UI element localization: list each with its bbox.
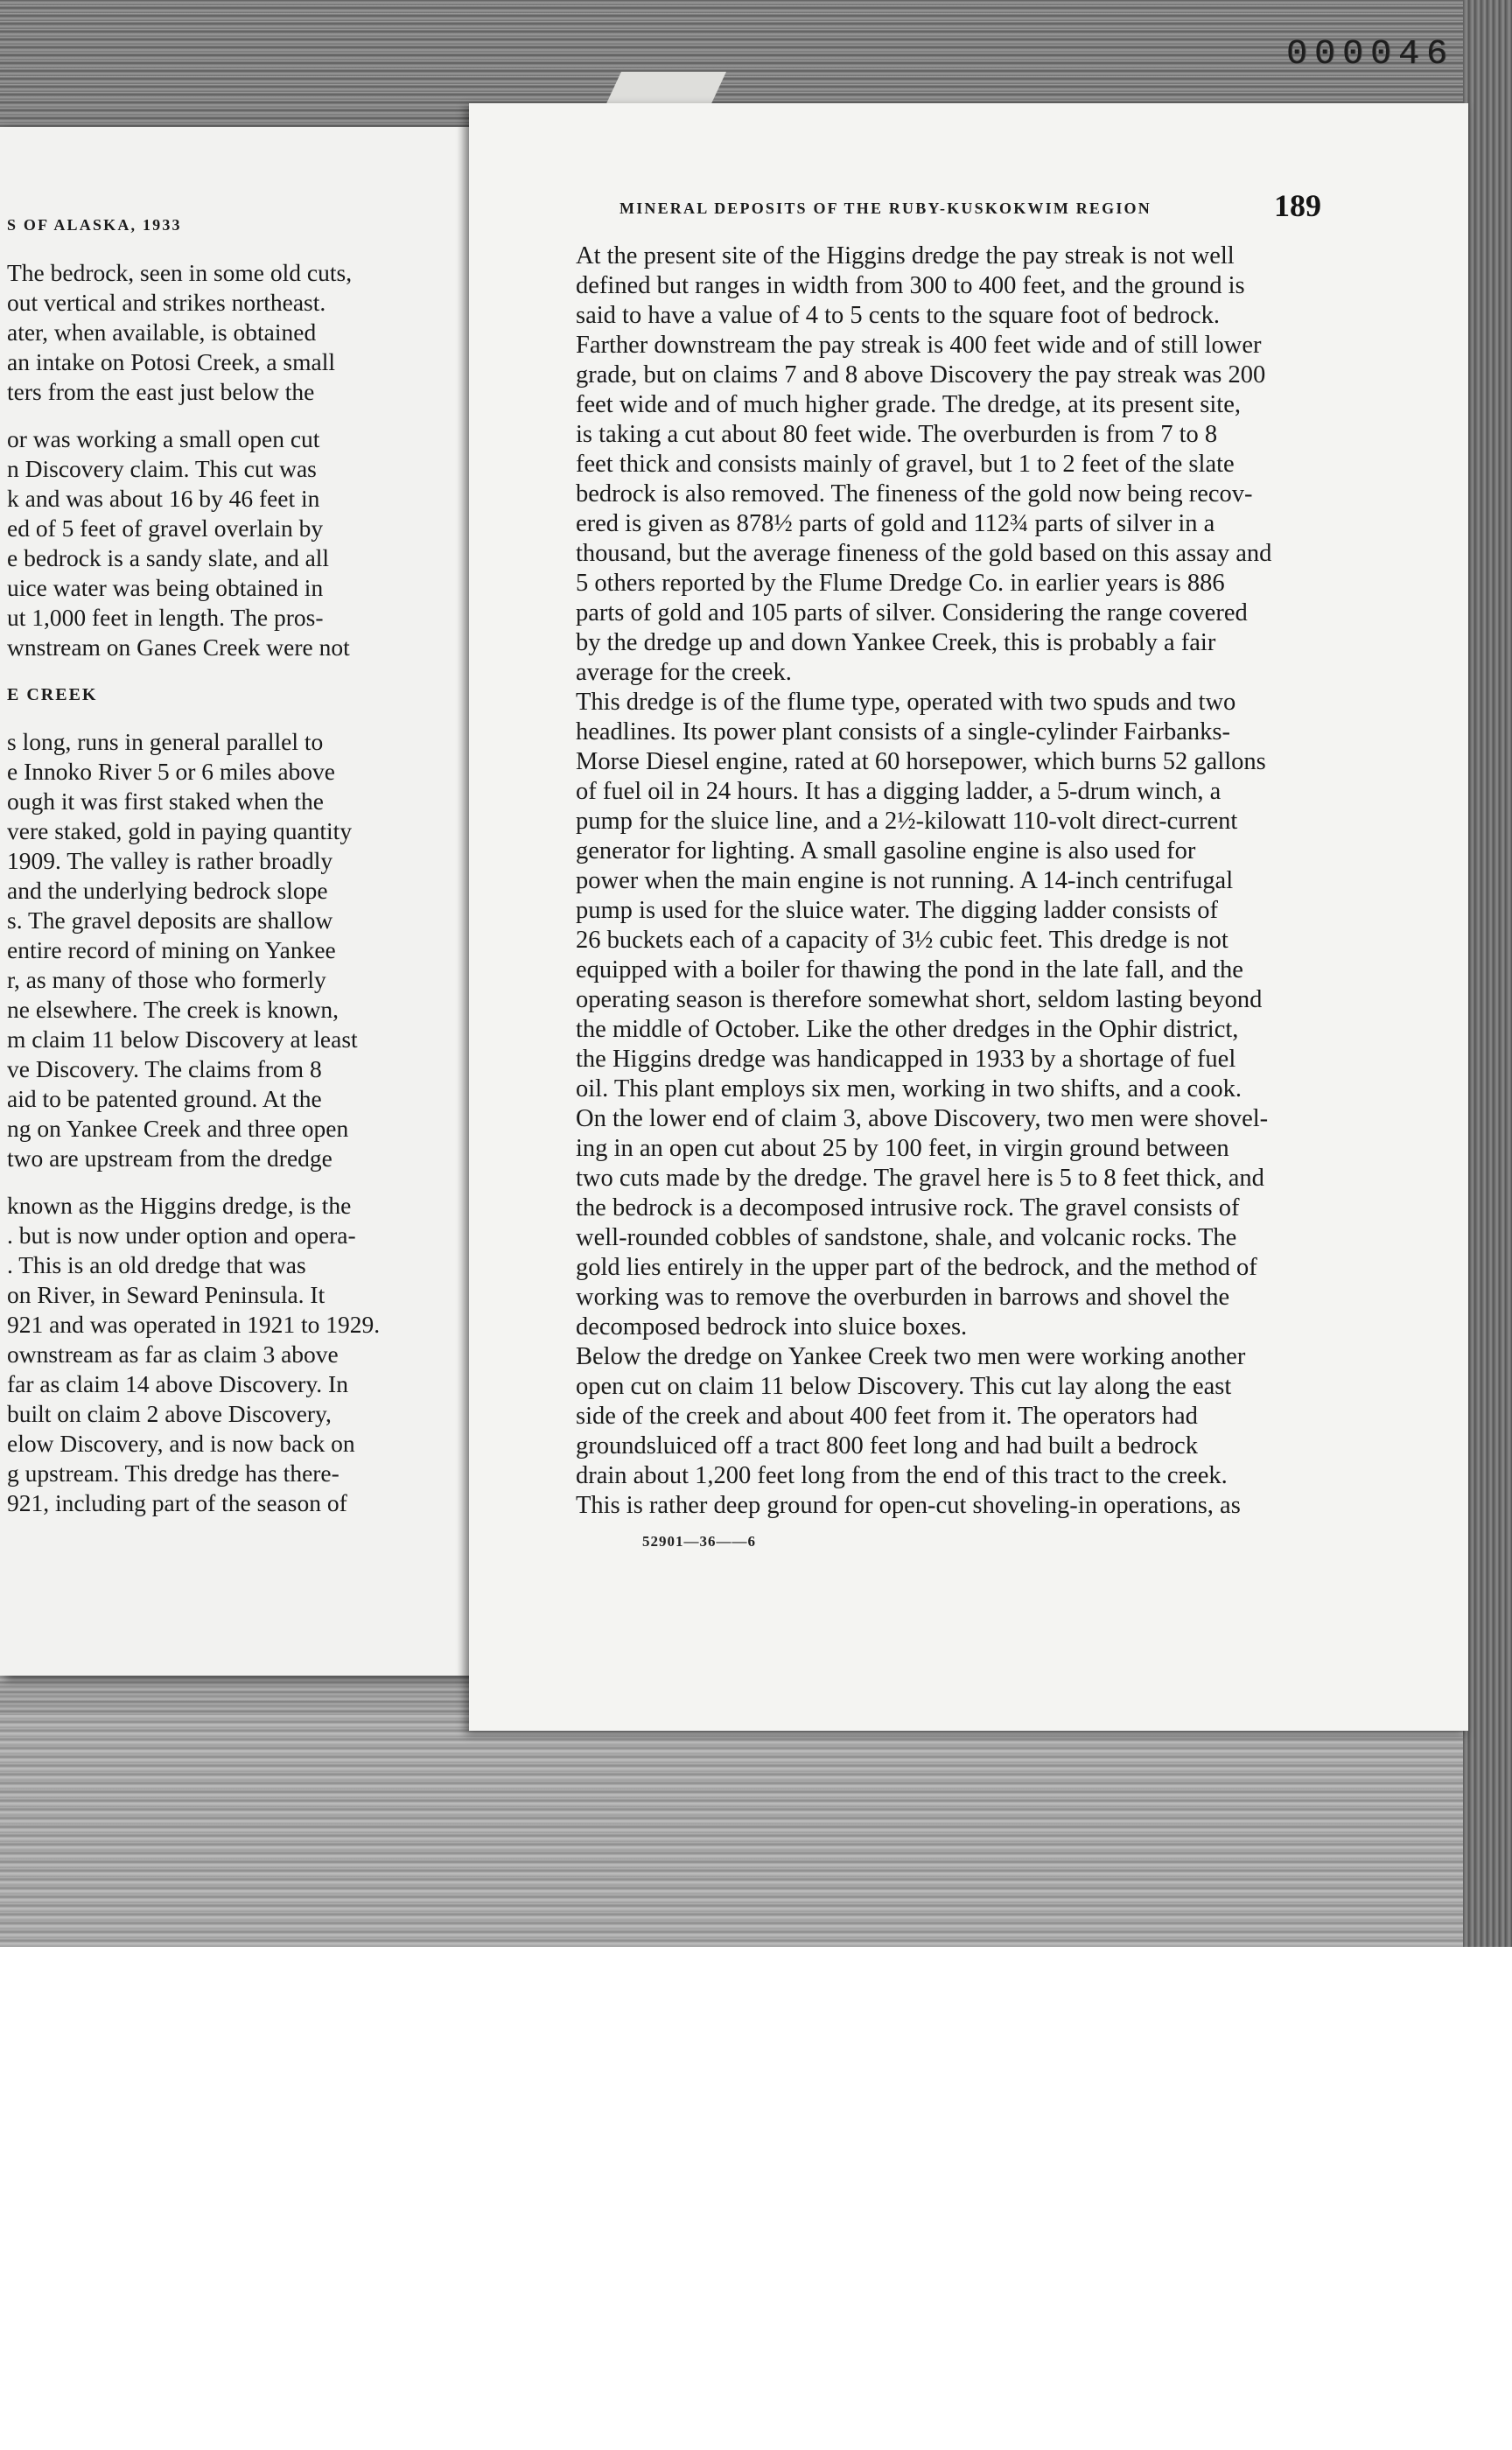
left-line: 921, including part of the season of [7,1489,347,1516]
right-line: working was to remove the overburden in barrows and shovel the [576,1284,1230,1311]
right-line: thousand, but the average fineness of the gold based on this assay and [576,540,1272,567]
right-line: side of the creek and about 400 feet from it. The operators had [576,1403,1198,1430]
right-line: ered is given as 878½ parts of gold and 112¾ parts of silver in a [576,510,1215,537]
left-page-text [7,258,444,1518]
left-line: ve Discovery. The claims from 8 [7,1055,322,1082]
right-page-text [576,242,1372,1521]
left-line: . but is now under option and opera- [7,1222,356,1249]
left-line: wnstream on Ganes Creek were not [7,634,350,661]
right-line: parts of gold and 105 parts of silver. Considering the range covered [576,599,1248,626]
right-line: 26 buckets each of a capacity of 3½ cubic feet. This dredge is not [576,927,1228,954]
right-line: power when the main engine is not running. A 14-inch centrifugal [576,867,1234,894]
left-line: far as claim 14 above Discovery. In [7,1370,348,1397]
left-line: The bedrock, seen in some old cuts, [7,259,353,286]
right-line: pump is used for the sluice water. The digging ladder consists of [576,897,1219,924]
right-line: feet thick and consists mainly of gravel, but 1 to 2 feet of the slate [576,451,1235,478]
right-line: well-rounded cobbles of sandstone, shale, and volcanic rocks. The [576,1224,1237,1251]
left-line: ng on Yankee Creek and three open [7,1115,349,1142]
right-line: by the dredge up and down Yankee Creek, this is probably a fair [576,629,1216,656]
section-caption: E CREEK [7,685,98,704]
left-running-head: S OF ALASKA, 1933 [7,216,182,234]
folio-signature: 52901—36——6 [642,1533,756,1550]
left-line: n Discovery claim. This cut was [7,455,317,482]
left-line: . This is an old dredge that was [7,1251,306,1278]
left-line: 1909. The valley is rather broadly [7,847,333,874]
page-number: 189 [1274,188,1321,223]
left-line: elow Discovery, and is now back on [7,1430,355,1457]
right-line: oil. This plant employs six men, working in two shifts, and a cook. [576,1075,1242,1102]
left-line: ownstream as far as claim 3 above [7,1340,339,1368]
left-line: 921 and was operated in 1921 to 1929. [7,1311,381,1338]
right-line: Farther downstream the pay streak is 400 feet wide and of still lower [576,332,1262,359]
right-line: pump for the sluice line, and a 2½-kilowatt 110-volt direct-current [576,808,1238,835]
left-line: entire record of mining on Yankee [7,936,336,963]
right-line: generator for lighting. A small gasoline engine is also used for [576,837,1196,864]
right-line: Morse Diesel engine, rated at 60 horsepower, which burns 52 gallons [576,748,1266,775]
left-line: ater, when available, is obtained [7,318,317,346]
right-line: said to have a value of 4 to 5 cents to the square foot of bedrock. [576,302,1221,329]
right-line: of fuel oil in 24 hours. It has a digging ladder, a 5-drum winch, a [576,778,1222,805]
left-line: uice water was being obtained in [7,574,324,601]
right-line: the middle of October. Like the other dredges in the Ophir district, [576,1016,1239,1043]
left-line: m claim 11 below Discovery at least [7,1026,358,1053]
right-line: equipped with a boiler for thawing the pond in the late fall, and the [576,956,1243,984]
right-line: defined but ranges in width from 300 to 400 feet, and the ground is [576,272,1245,299]
right-line: 5 others reported by the Flume Dredge Co. in earlier years is 886 [576,570,1225,597]
left-line: k and was about 16 by 46 feet in [7,485,320,512]
left-line: s long, runs in general parallel to [7,728,324,755]
left-line: ough it was first staked when the [7,788,325,815]
right-line: the Higgins dredge was handicapped in 1933 by a shortage of fuel [576,1046,1236,1073]
right-line: This is rather deep ground for open-cut shoveling-in operations, as [576,1492,1241,1519]
left-line: g upstream. This dredge has there- [7,1460,340,1487]
right-line: operating season is therefore somewhat short, seldom lasting beyond [576,986,1263,1013]
right-line: average for the creek. [576,659,792,686]
right-line: open cut on claim 11 below Discovery. This cut lay along the east [576,1373,1232,1400]
left-line: ut 1,000 feet in length. The pros- [7,604,324,631]
left-line: or was working a small open cut [7,425,320,452]
left-line: r, as many of those who formerly [7,966,326,993]
left-page [0,127,486,1676]
left-line: ne elsewhere. The creek is known, [7,996,339,1023]
left-line: ed of 5 feet of gravel overlain by [7,514,324,542]
left-line: built on claim 2 above Discovery, [7,1400,332,1427]
left-line: aid to be patented ground. At the [7,1085,322,1112]
right-line: headlines. Its power plant consists of a single-cylinder Fairbanks- [576,718,1230,746]
right-line: drain about 1,200 feet long from the end of this tract to the creek. [576,1462,1228,1489]
scan-bottom-band [0,1715,1512,1947]
right-line: decomposed bedrock into sluice boxes. [576,1313,968,1340]
right-line: groundsluiced off a tract 800 feet long and had built a bedrock [576,1432,1198,1460]
right-line: the bedrock is a decomposed intrusive rock. The gravel consists of [576,1194,1240,1222]
right-line: On the lower end of claim 3, above Discovery, two men were shovel- [576,1105,1269,1132]
left-line: ters from the east just below the [7,378,315,405]
left-line: and the underlying bedrock slope [7,877,328,904]
scan-right-edge [1463,0,1512,1947]
left-line: two are upstream from the dredge [7,1144,332,1172]
right-line: ing in an open cut about 25 by 100 feet, in virgin ground between [576,1135,1229,1162]
left-line: out vertical and strikes northeast. [7,289,326,316]
right-line: Below the dredge on Yankee Creek two men were working another [576,1343,1246,1370]
right-line: feet wide and of much higher grade. The dredge, at its present site, [576,391,1241,418]
right-page [469,103,1468,1731]
left-line: known as the Higgins dredge, is the [7,1192,352,1219]
right-line: This dredge is of the flume type, operated with two spuds and two [576,689,1236,716]
left-line: on River, in Seward Peninsula. It [7,1281,326,1308]
left-line: vere staked, gold in paying quantity [7,817,353,844]
right-line: two cuts made by the dredge. The gravel here is 5 to 8 feet thick, and [576,1165,1264,1192]
right-line: is taking a cut about 80 feet wide. The overburden is from 7 to 8 [576,421,1218,448]
left-line: e bedrock is a sandy slate, and all [7,544,330,571]
left-line: s. The gravel deposits are shallow [7,906,333,934]
right-line: At the present site of the Higgins dredge the pay streak is not well [576,242,1235,270]
right-line: gold lies entirely in the upper part of the bedrock, and the method of [576,1254,1257,1281]
left-line: an intake on Potosi Creek, a small [7,348,335,375]
document-stamp-number: 000046 [1286,35,1455,74]
left-line: e Innoko River 5 or 6 miles above [7,758,335,785]
right-running-head: MINERAL DEPOSITS OF THE RUBY-KUSKOKWIM REGION [620,200,1152,217]
right-line: bedrock is also removed. The fineness of the gold now being recov- [576,480,1253,508]
right-line: grade, but on claims 7 and 8 above Discovery the pay streak was 200 [576,361,1266,388]
